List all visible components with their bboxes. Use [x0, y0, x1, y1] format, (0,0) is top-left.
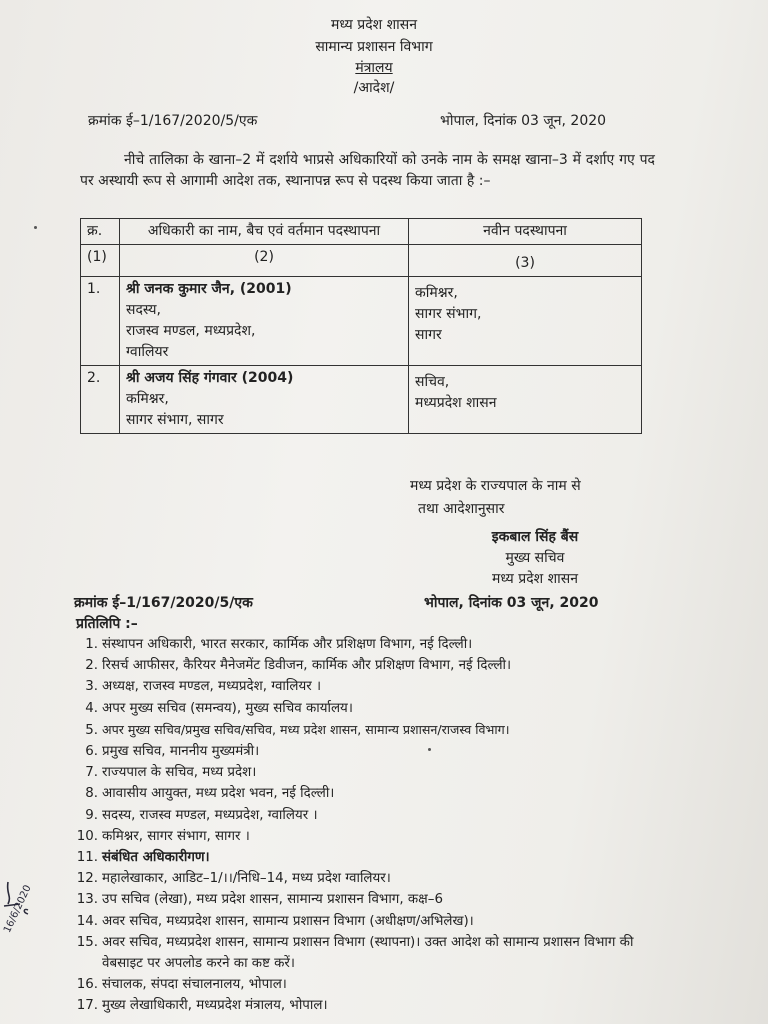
- list-item-number: 12.: [76, 871, 98, 887]
- list-item-number: 2.: [85, 658, 98, 674]
- order-date: भोपाल, दिनांक 03 जून, 2020: [440, 113, 607, 129]
- table-colnum-2: (2): [120, 245, 409, 277]
- list-item-text: रिसर्च आफीसर, कैरियर मैनेजमेंट डिवीजन, कार्मिक और प्रशिक्षण विभाग, नई दिल्ली।: [102, 658, 512, 674]
- header-secretariat: मंत्रालय: [355, 60, 393, 76]
- new-posting-line: सचिव,: [415, 374, 450, 390]
- list-item: [60, 719, 670, 741]
- list-item: [60, 634, 670, 655]
- list-item-number: 5.: [85, 722, 98, 738]
- list-item: [60, 889, 670, 910]
- list-item-number: 6.: [85, 744, 98, 760]
- table-colnum-1: (1): [81, 245, 120, 277]
- header-department: सामान्य प्रशासन विभाग: [315, 39, 433, 55]
- table-header-new-posting: नवीन पदस्थापना: [409, 219, 642, 245]
- copy-title: प्रतिलिपि :–: [76, 616, 138, 632]
- posting-table: [80, 218, 642, 434]
- list-item: [60, 995, 670, 1016]
- margin-mark: [428, 748, 431, 751]
- list-item: [60, 826, 670, 847]
- governor-authority: [410, 475, 650, 521]
- officer-name: श्री अजय सिंह गंगवार (2004): [126, 370, 294, 386]
- list-item-number: 10.: [76, 828, 98, 844]
- list-item: [60, 655, 670, 676]
- list-item: [60, 676, 670, 697]
- list-item-text: अध्यक्ष, राजस्व मण्डल, मध्यप्रदेश, ग्वालियर ।: [102, 679, 322, 695]
- list-item-text: मुख्य लेखाधिकारी, मध्यप्रदेश मंत्रालय, भोपाल।: [102, 998, 328, 1014]
- copy-order-date: भोपाल, दिनांक 03 जून, 2020: [424, 595, 599, 611]
- list-item-text: अपर मुख्य सचिव/प्रमुख सचिव/सचिव, मध्य प्रदेश शासन, सामान्य प्रशासन/राजस्व विभाग।: [102, 721, 510, 737]
- list-item-number: 17.: [76, 998, 98, 1014]
- row-new-posting-cell: [409, 277, 642, 366]
- list-item-text: अपर मुख्य सचिव (समन्वय), मुख्य सचिव कार्यालय।: [102, 700, 353, 716]
- order-body-content: नीचे तालिका के खाना–2 में दर्शाये भाप्रसे अधिकारियों को उनके नाम के समक्ष खाना–3 में दर्शाए गए पद पर अस्थायी रूप से आगामी आदेश तक, स्थानापन्न रूप से पदस्थ किया जाता है :–: [80, 152, 655, 189]
- table-column-number-row: [81, 245, 642, 277]
- list-item: [60, 974, 670, 995]
- list-item-text: संचालक, संपदा संचालनालय, भोपाल।: [102, 976, 287, 992]
- list-item-text: अवर सचिव, मध्यप्रदेश शासन, सामान्य प्रशासन विभाग (स्थापना)। उक्त आदेश को सामान्य प्रशासन विभाग की वेबसाइट पर अपलोड करने का कष्ट करें।: [102, 934, 634, 971]
- officer-current-line: राजस्व मण्डल, मध्यप्रदेश,: [126, 323, 256, 339]
- list-item: [60, 911, 670, 932]
- copy-order-number: क्रमांक ई–1/167/2020/5/एक: [74, 595, 253, 611]
- list-item: [60, 847, 670, 868]
- row-sr: 2.: [81, 366, 120, 434]
- list-item-number: 1.: [85, 637, 98, 652]
- order-number: क्रमांक ई–1/167/2020/5/एक: [88, 113, 258, 129]
- row-officer-cell: [120, 277, 409, 366]
- signatory-name: इकबाल सिंह बैंस: [491, 529, 579, 545]
- table-row: [81, 366, 642, 434]
- new-posting-line: सागर: [415, 327, 442, 343]
- list-item-number: 8.: [85, 786, 98, 802]
- header-state: मध्य प्रदेश शासन: [331, 17, 417, 33]
- row-sr: 1.: [81, 277, 120, 366]
- list-item-text: सदस्य, राजस्व मण्डल, मध्यप्रदेश, ग्वालियर ।: [102, 807, 318, 823]
- table-header-officer: अधिकारी का नाम, बैच एवं वर्तमान पदस्थापना: [120, 219, 409, 245]
- list-item-number: 16.: [76, 976, 98, 992]
- new-posting-line: सागर संभाग,: [415, 306, 482, 322]
- list-item-text: उप सचिव (लेखा), मध्य प्रदेश शासन, सामान्य प्रशासन विभाग, कक्ष–6: [102, 892, 443, 908]
- table-row: [81, 277, 642, 366]
- list-item-number: 9.: [85, 807, 98, 823]
- list-item: [60, 783, 670, 804]
- officer-name: श्री जनक कुमार जैन, (2001): [126, 281, 292, 297]
- officer-current-line: सदस्य,: [126, 302, 161, 318]
- list-item: [60, 805, 670, 826]
- list-item-number: 7.: [85, 765, 98, 781]
- officer-current-line: सागर संभाग, सागर: [126, 412, 224, 428]
- new-posting-line: कमिश्नर,: [415, 285, 458, 301]
- officer-current-line: ग्वालियर: [126, 344, 169, 360]
- list-item-number: 4.: [85, 700, 98, 716]
- list-item-text: राज्यपाल के सचिव, मध्य प्रदेश।: [102, 765, 257, 781]
- list-item-text: महालेखाकार, आडिट–1/।।/निधि–14, मध्य प्रदेश ग्वालियर।: [102, 871, 391, 887]
- order-body-text: [80, 150, 655, 192]
- margin-mark: [34, 226, 37, 229]
- governor-line-2: तथा आदेशानुसार: [418, 501, 505, 517]
- governor-line-1: मध्य प्रदेश के राज्यपाल के नाम से: [410, 478, 581, 494]
- list-item-text: संस्थापन अधिकारी, भारत सरकार, कार्मिक और प्रशिक्षण विभाग, नई दिल्ली।: [102, 637, 473, 652]
- signatory-office: मध्य प्रदेश शासन: [492, 571, 578, 587]
- handwritten-date-note: 16/6/2020: [2, 883, 34, 935]
- signature-block: [450, 527, 620, 590]
- header-order: /आदेश/: [353, 80, 395, 96]
- list-item: [60, 932, 670, 974]
- table-colnum-3: (3): [409, 245, 642, 277]
- list-item-number: 11.: [76, 850, 98, 866]
- list-item-number: 13.: [76, 892, 98, 908]
- list-item-text: प्रमुख सचिव, माननीय मुख्यमंत्री।: [102, 744, 260, 760]
- list-item-text: आवासीय आयुक्त, मध्य प्रदेश भवन, नई दिल्ली।: [102, 786, 335, 802]
- row-new-posting-cell: [409, 366, 642, 434]
- signatory-designation: मुख्य सचिव: [505, 550, 565, 566]
- list-item: [60, 741, 670, 762]
- table-header-row: [81, 219, 642, 245]
- list-item-text: संबंधित अधिकारीगण।: [102, 850, 210, 866]
- list-item: [60, 868, 670, 889]
- list-item-number: 3.: [85, 679, 98, 695]
- list-item: [60, 698, 670, 719]
- copy-list: [60, 634, 670, 1016]
- row-officer-cell: [120, 366, 409, 434]
- list-item: [60, 762, 670, 783]
- table-header-sr: क्र.: [81, 219, 120, 245]
- new-posting-line: मध्यप्रदेश शासन: [415, 395, 497, 411]
- officer-current-line: कमिश्नर,: [126, 391, 169, 407]
- list-item-number: 14.: [76, 913, 98, 929]
- list-item-text: अवर सचिव, मध्यप्रदेश शासन, सामान्य प्रशासन विभाग (अधीक्षण/अभिलेख)।: [102, 913, 474, 929]
- list-item-text: कमिश्नर, सागर संभाग, सागर ।: [102, 828, 250, 844]
- list-item-number: 15.: [76, 934, 98, 950]
